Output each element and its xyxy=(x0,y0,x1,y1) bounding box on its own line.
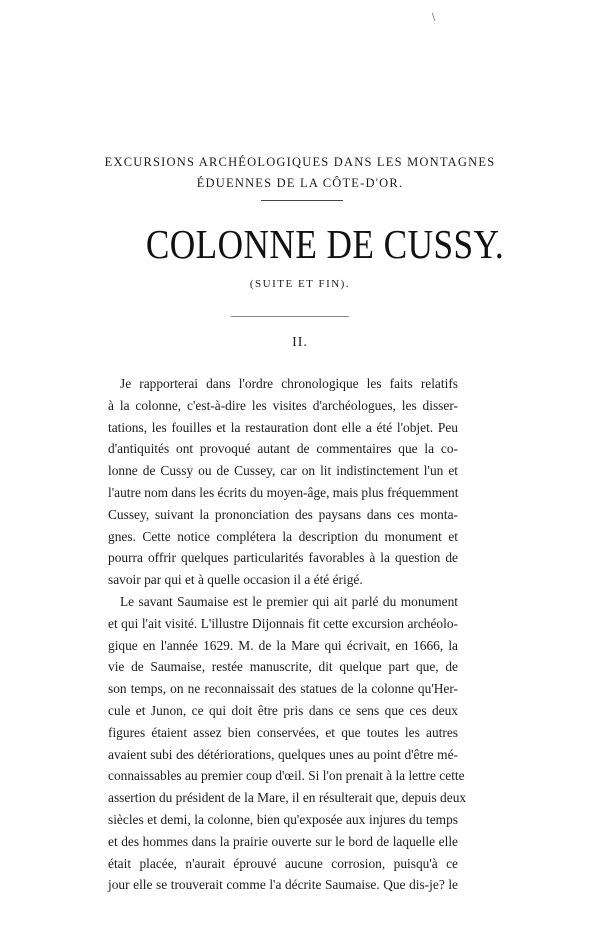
body-line: Cussey, suivant la prononciation des paysans dans ces monta- xyxy=(108,506,458,522)
header-line-1: EXCURSIONS ARCHÉOLOGIQUES DANS LES MONTAGNES xyxy=(104,155,496,169)
body-text xyxy=(108,373,467,896)
body-line: tations, les fouilles et la restauration dont elle a été l'objet. Peu xyxy=(108,419,458,435)
body-line: gique en l'année 1629. M. de la Mare qui écrivait, en 1666, la xyxy=(108,637,458,653)
body-line: d'antiquités ont provoqué autant de commentaires que la co- xyxy=(108,441,458,457)
body-line: savoir par qui et à quelle occasion il a été érigé. xyxy=(108,572,363,588)
body-line: lonne de Cussy ou de Cussey, car on lit indistinctement l'un et xyxy=(108,463,458,479)
body-line: Je rapporterai dans l'ordre chronologique les faits relatifs xyxy=(120,376,458,391)
title-rule xyxy=(231,316,349,317)
body-line: avaient subi des détériorations, quelques unes au point d'être mé- xyxy=(108,746,458,762)
body-line: figures étaient assez bien conservées, et que toutes les autres xyxy=(108,724,458,740)
header-line-2: ÉDUENNES DE LA CÔTE-D'OR. xyxy=(196,176,404,190)
body-line: assertion du président de la Mare, il en résulterait que, depuis deux xyxy=(108,790,467,806)
body-line: jour elle se trouverait comme l'a décrite Saumaise. Que dis-je? le xyxy=(108,877,458,893)
body-line: connaissables au premier coup d'œil. Si l'on prenait à la lettre cette xyxy=(108,768,465,784)
body-line: siècles et demi, la colonne, bien qu'exposée aux injures du temps xyxy=(108,811,458,827)
body-line: gnes. Cette notice complétera la description du monument et xyxy=(108,528,458,544)
body-line: à la colonne, c'est-à-dire les visites d'archéologues, les disser- xyxy=(108,397,458,413)
body-line: était placée, n'aurait éprouvé aucune corrosion, puisqu'à ce xyxy=(108,855,458,871)
body-line: son temps, on ne reconnaissait des statues de la colonne qu'Her- xyxy=(108,681,458,697)
body-line: et des hommes dans la prairie ouverte sur le bord de laquelle elle xyxy=(108,833,458,849)
section-number: II. xyxy=(292,335,308,350)
corner-mark: \ xyxy=(432,13,436,23)
header-rule xyxy=(261,200,343,201)
body-line: l'autre nom dans les écrits du moyen-âge, mais plus fréquemment xyxy=(108,484,459,500)
page-title: COLONNE DE CUSSY. xyxy=(145,221,505,267)
body-line: vie de Saumaise, restée manuscrite, dit quelque part que, de xyxy=(108,659,458,675)
page-subtitle: (SUITE ET FIN). xyxy=(249,278,351,290)
body-line: et qui l'ait visité. L'illustre Dijonnais fit cette excursion archéolo- xyxy=(108,615,458,631)
body-line: pourra offrir quelques particularités favorables à la question de xyxy=(108,550,458,566)
body-line: Le savant Saumaise est le premier qui ait parlé du monument xyxy=(120,593,458,609)
body-line: cule et Junon, ce qui doit être pris dans ce sens que ces deux xyxy=(108,702,458,718)
